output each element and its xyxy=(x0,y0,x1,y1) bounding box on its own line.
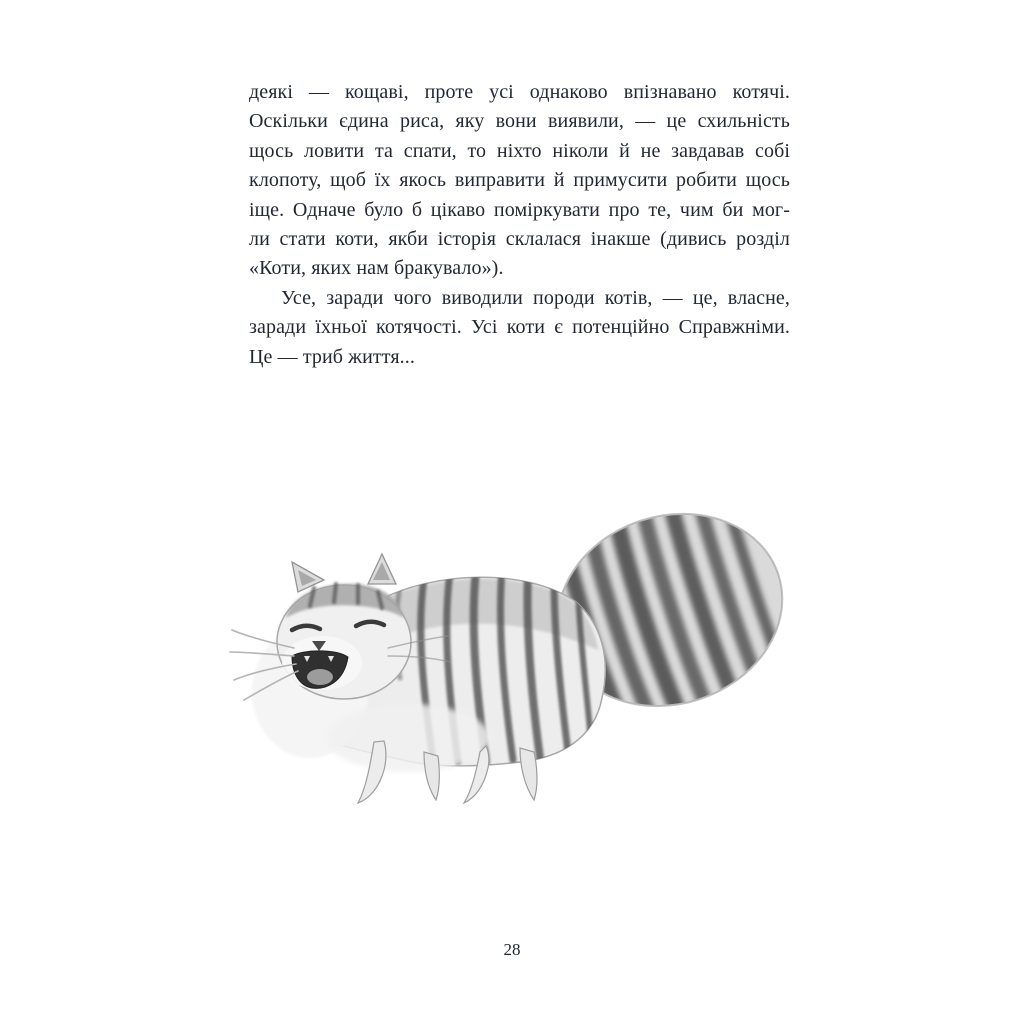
text-line: заради їхньої котячості. Усі коти є потенційно Справжніми. xyxy=(249,316,790,339)
text-line: «Коти, яких нам бракувало»). xyxy=(249,257,504,280)
text-line: ли стати коти, якби історія склалася інакше (дивись розділ xyxy=(249,228,790,251)
paragraph xyxy=(249,284,790,372)
paragraph xyxy=(249,78,790,284)
page-number: 28 xyxy=(503,940,521,959)
text-line: щось ловити та спати, то ніхто ніколи й не завдавав собі xyxy=(249,139,790,162)
text-line: Усе, заради чого виводили породи котів, — це, власне, xyxy=(281,286,790,309)
text-line: Оскільки єдина риса, яку вони виявили, — це схильність xyxy=(249,110,790,133)
text-line: Це — триб життя... xyxy=(249,345,415,368)
cat-illustration xyxy=(228,500,788,812)
text-line: клопоту, щоб їх якось виправити й примусити робити щось xyxy=(249,169,790,192)
text-block xyxy=(249,78,790,372)
text-line: деякі — кощаві, проте усі однаково впізнавано котячі. xyxy=(249,81,790,103)
text-line: іще. Одначе було б цікаво поміркувати про те, чим би мог- xyxy=(249,198,790,221)
